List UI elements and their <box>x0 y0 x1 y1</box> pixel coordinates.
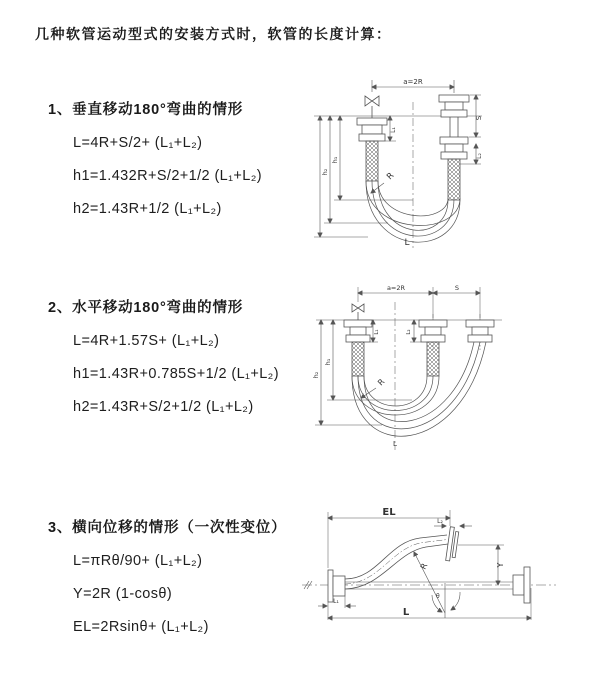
page-title: 几种软管运动型式的安装方式时，软管的长度计算： <box>35 26 392 42</box>
dim-h1 <box>327 320 412 400</box>
dim-label-l2: L₂ <box>437 518 443 525</box>
radius-leader <box>371 183 384 193</box>
radius-label: R <box>385 170 397 183</box>
dim-label-s: S <box>475 115 483 121</box>
diagram-vertical-180-bend <box>310 66 595 266</box>
radius-label: R <box>418 561 430 571</box>
dim-label-l2: L₂ <box>476 153 483 159</box>
section-2-heading: 2、水平移动180°弯曲的情形 <box>48 300 244 316</box>
section-1-heading: 1、垂直移动180°弯曲的情形 <box>48 102 244 118</box>
dim-label-l1: L₁ <box>374 329 380 335</box>
dim-a2r <box>358 287 480 318</box>
left-flange-fitting <box>357 118 387 141</box>
section-3-heading: 3、横向位移的情形（一次性变位） <box>48 520 287 536</box>
formula-h1: h1=1.432R+S/2+1/2 (L₁+L₂) <box>73 168 263 184</box>
hose-braid-right <box>448 159 460 200</box>
formula-L: L=πRθ/90+ (L₁+L₂) <box>73 553 203 569</box>
length-label: L <box>393 440 397 448</box>
right-flange-fitting-upper <box>439 95 469 117</box>
displaced-flange-fitting <box>446 527 460 562</box>
dim-label-l1: L₁ <box>333 598 339 605</box>
length-label: L <box>404 238 410 248</box>
hose-braid-left <box>352 342 364 376</box>
dim-l <box>328 588 531 620</box>
radius-leader <box>361 388 376 398</box>
section-1-formulas <box>73 127 262 226</box>
formula-h1: h1=1.43R+0.785S+1/2 (L₁+L₂) <box>73 366 279 382</box>
formula-L: L=4R+1.57S+ (L₁+L₂) <box>73 333 220 349</box>
section-1 <box>48 98 262 226</box>
formula-h2: h2=1.43R+S/2+1/2 (L₁+L₂) <box>73 399 254 415</box>
dim-label-h1: h₁ <box>331 156 339 164</box>
dim-label-el: EL <box>382 507 396 518</box>
dim-label-a2r: a=2R <box>403 78 423 86</box>
length-label: L <box>402 607 410 618</box>
valve-icon <box>352 304 364 320</box>
left-flange-fitting <box>344 320 372 342</box>
formula-L: L=4R+S/2+ (L₁+L₂) <box>73 135 203 151</box>
dim-label-l2: L₂ <box>406 329 412 335</box>
dim-label-l1: L₁ <box>390 127 397 133</box>
formula-Y: Y=2R (1-cosθ) <box>73 586 173 602</box>
dim-label-a2r: a=2R <box>386 284 406 292</box>
dim-label-s: S <box>454 284 460 292</box>
section-2-formulas <box>73 325 279 424</box>
formula-EL: EL=2Rsinθ+ (L₁+L₂) <box>73 619 209 635</box>
dim-label-y: Y <box>496 562 505 568</box>
hose-braid-middle <box>427 342 439 376</box>
dim-label-h1: h₁ <box>324 358 332 366</box>
section-3-formulas <box>73 545 286 644</box>
right-flange-fitting <box>513 567 530 603</box>
section-2 <box>48 296 279 424</box>
hose-s-curve <box>345 535 448 589</box>
valve-icon <box>365 96 379 118</box>
diagram-lateral-displacement <box>298 498 600 660</box>
formula-h2: h2=1.43R+1/2 (L₁+L₂) <box>73 201 222 217</box>
dim-el <box>328 510 450 568</box>
hose-braid-left <box>366 141 378 181</box>
hose-curves <box>352 342 486 436</box>
right-flange-fitting-lower <box>440 137 468 159</box>
dim-label-h2: h₂ <box>312 371 320 379</box>
dim-label-h2: h₂ <box>321 168 329 176</box>
radius-label: R <box>376 377 387 388</box>
diagram-horizontal-180-bend <box>312 278 600 463</box>
right-flange-fitting <box>466 320 494 342</box>
section-3 <box>48 516 286 644</box>
theta-label: θ <box>436 593 440 600</box>
middle-flange-fitting <box>419 320 447 342</box>
